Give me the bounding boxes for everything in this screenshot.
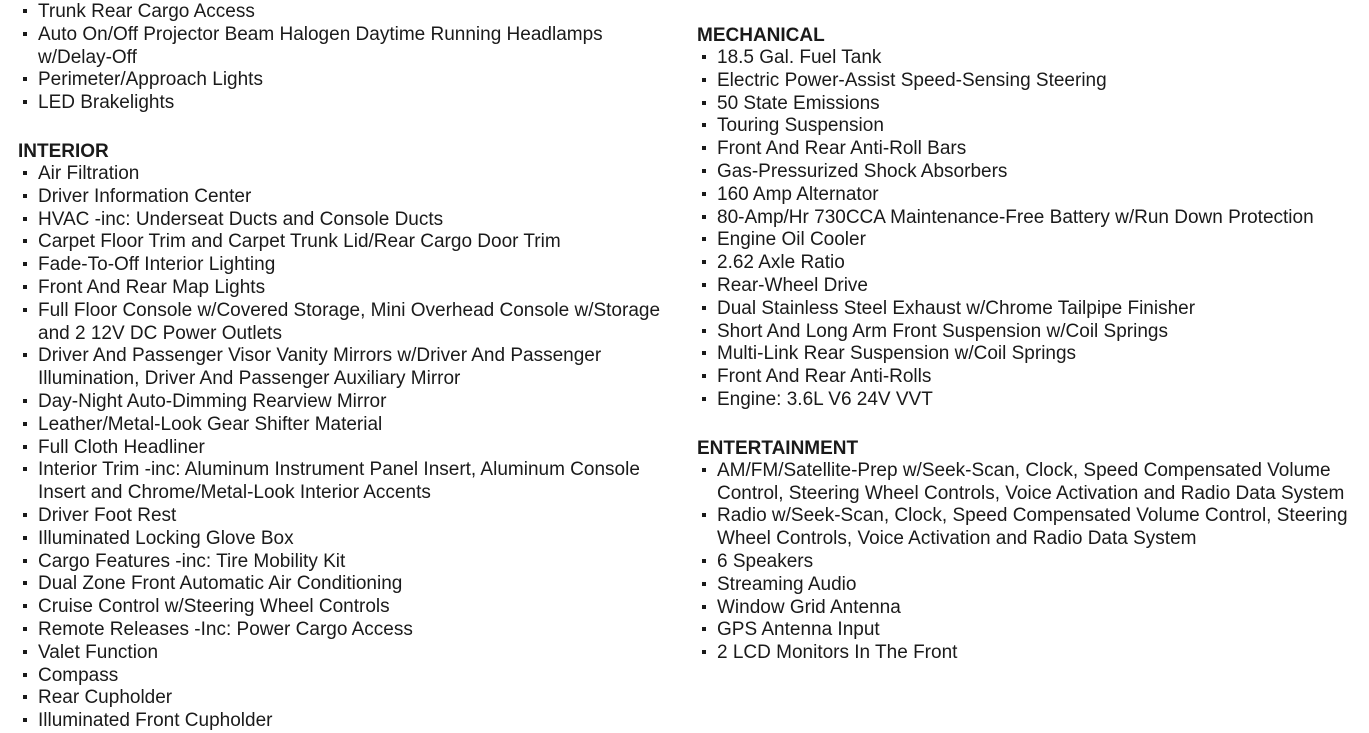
interior-feature-list <box>18 163 678 733</box>
list-item: 2 LCD Monitors In The Front <box>697 642 1362 665</box>
list-item: Multi-Link Rear Suspension w/Coil Springs <box>697 343 1362 366</box>
list-item: Valet Function <box>18 642 678 665</box>
interior-section-title: INTERIOR <box>18 140 109 162</box>
mechanical-feature-list <box>697 47 1362 412</box>
section-gap <box>18 115 678 141</box>
list-item: 160 Amp Alternator <box>697 184 1362 207</box>
list-item: Auto On/Off Projector Beam Halogen Daytime Running Headlamps w/Delay-Off <box>18 24 678 70</box>
left-column <box>18 0 678 733</box>
list-item: LED Brakelights <box>18 92 678 115</box>
entertainment-section-title: ENTERTAINMENT <box>697 437 859 459</box>
list-item: Day-Night Auto-Dimming Rearview Mirror <box>18 391 678 414</box>
section-gap <box>697 412 1362 438</box>
list-item: Electric Power-Assist Speed-Sensing Steering <box>697 70 1362 93</box>
list-item: Cargo Features -inc: Tire Mobility Kit <box>18 551 678 574</box>
list-item: Interior Trim -inc: Aluminum Instrument Panel Insert, Aluminum Console Insert and Chrome/Metal-Look Interior Accents <box>18 459 678 505</box>
list-item: Front And Rear Anti-Rolls <box>697 366 1362 389</box>
list-item: Dual Stainless Steel Exhaust w/Chrome Tailpipe Finisher <box>697 298 1362 321</box>
list-item: Cruise Control w/Steering Wheel Controls <box>18 596 678 619</box>
list-item: Full Cloth Headliner <box>18 437 678 460</box>
list-item: Streaming Audio <box>697 574 1362 597</box>
list-item: Compass <box>18 665 678 688</box>
list-item: Short And Long Arm Front Suspension w/Coil Springs <box>697 321 1362 344</box>
list-item: Remote Releases -Inc: Power Cargo Access <box>18 619 678 642</box>
list-item: Illuminated Front Cupholder <box>18 710 678 733</box>
list-item: HVAC -inc: Underseat Ducts and Console Ducts <box>18 209 678 232</box>
list-item: Touring Suspension <box>697 115 1362 138</box>
list-item: GPS Antenna Input <box>697 619 1362 642</box>
list-item: AM/FM/Satellite-Prep w/Seek-Scan, Clock, Speed Compensated Volume Control, Steering Wheel Controls, Voice Activation and Radio Data System <box>697 460 1362 506</box>
list-item: Window Grid Antenna <box>697 597 1362 620</box>
list-item: Engine: 3.6L V6 24V VVT <box>697 389 1362 412</box>
exterior-feature-list <box>18 1 678 115</box>
list-item: Driver And Passenger Visor Vanity Mirrors w/Driver And Passenger Illumination, Driver And Passenger Auxiliary Mirror <box>18 345 678 391</box>
list-item: 6 Speakers <box>697 551 1362 574</box>
list-item: Driver Information Center <box>18 186 678 209</box>
list-item: Leather/Metal-Look Gear Shifter Material <box>18 414 678 437</box>
list-item: Front And Rear Anti-Roll Bars <box>697 138 1362 161</box>
list-item: Carpet Floor Trim and Carpet Trunk Lid/Rear Cargo Door Trim <box>18 231 678 254</box>
right-column <box>697 25 1362 665</box>
list-item: Perimeter/Approach Lights <box>18 69 678 92</box>
list-item: Dual Zone Front Automatic Air Conditioning <box>18 573 678 596</box>
list-item: Air Filtration <box>18 163 678 186</box>
list-item: Illuminated Locking Glove Box <box>18 528 678 551</box>
list-item: Engine Oil Cooler <box>697 229 1362 252</box>
list-item: 18.5 Gal. Fuel Tank <box>697 47 1362 70</box>
list-item: Radio w/Seek-Scan, Clock, Speed Compensated Volume Control, Steering Wheel Controls, Voice Activation and Radio Data System <box>697 505 1362 551</box>
list-item: Rear Cupholder <box>18 687 678 710</box>
list-item: 80-Amp/Hr 730CCA Maintenance-Free Battery w/Run Down Protection <box>697 207 1362 230</box>
list-item: 50 State Emissions <box>697 93 1362 116</box>
list-item: Gas-Pressurized Shock Absorbers <box>697 161 1362 184</box>
list-item: Full Floor Console w/Covered Storage, Mini Overhead Console w/Storage and 2 12V DC Power Outlets <box>18 300 678 346</box>
entertainment-feature-list <box>697 460 1362 665</box>
list-item: Rear-Wheel Drive <box>697 275 1362 298</box>
list-item: Front And Rear Map Lights <box>18 277 678 300</box>
list-item: Fade-To-Off Interior Lighting <box>18 254 678 277</box>
list-item: Trunk Rear Cargo Access <box>18 1 678 24</box>
list-item: Driver Foot Rest <box>18 505 678 528</box>
list-item: 2.62 Axle Ratio <box>697 252 1362 275</box>
mechanical-section-title: MECHANICAL <box>697 25 825 46</box>
